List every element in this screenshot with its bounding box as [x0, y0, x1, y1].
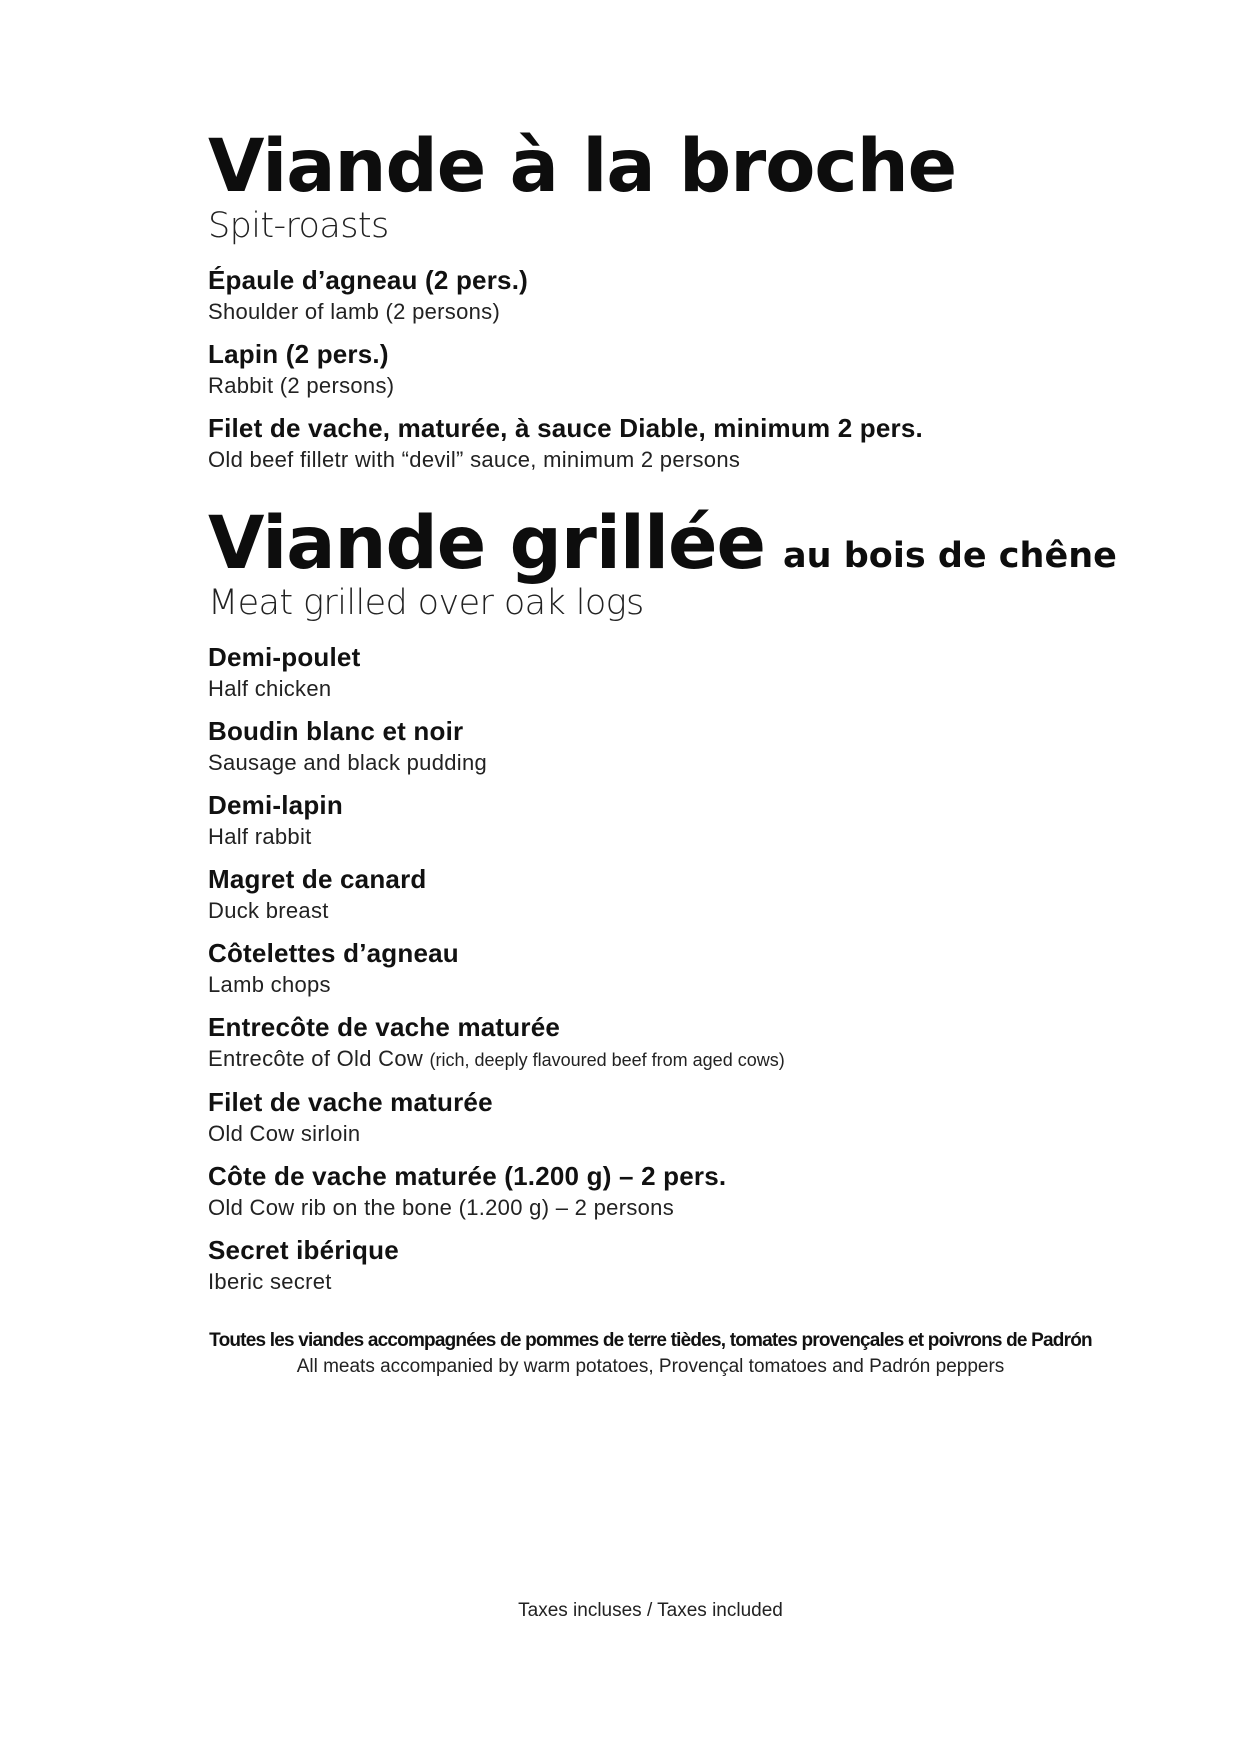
- section-spit-roasts: [208, 124, 1108, 485]
- menu-item: [208, 1159, 1108, 1222]
- section-title: [208, 124, 1108, 209]
- menu-item-note: (rich, deeply flavoured beef from aged cows): [429, 1049, 785, 1070]
- menu-item: [208, 936, 1108, 999]
- section-grilled-meat: [208, 501, 1117, 1307]
- menu-item-list: [208, 640, 1108, 1296]
- menu-item-name-en: Half chicken: [208, 675, 332, 701]
- menu-item-name-fr: Secret ibérique: [208, 1234, 399, 1265]
- menu-item-name-fr: Filet de vache maturée: [208, 1086, 493, 1117]
- accompaniment-text-fr: Toutes les viandes accompagnées de pommes de terre tièdes, tomates provençales et poivrons de Padrón: [209, 1330, 1092, 1351]
- accompaniment-note: [0, 1328, 1241, 1380]
- section-subtitle: Meat grilled over oak logs: [208, 583, 644, 623]
- menu-item: [208, 640, 1108, 703]
- accompaniment-text-en: All meats accompanied by warm potatoes, Provençal tomatoes and Padrón peppers: [296, 1356, 1005, 1377]
- menu-item-name-fr: Entrecôte de vache maturée: [208, 1011, 561, 1042]
- menu-item-list: [208, 263, 1108, 474]
- menu-item-name-fr: Boudin blanc et noir: [208, 715, 464, 746]
- menu-item: [208, 1085, 1108, 1148]
- menu-item-name-fr: Épaule d’agneau (2 pers.): [208, 264, 528, 295]
- menu-item-name-en: Old beef filletr with “devil” sauce, minimum 2 persons: [208, 446, 741, 472]
- menu-item-name-fr: Côte de vache maturée (1.200 g) – 2 pers.: [208, 1160, 727, 1191]
- taxes-note: Taxes incluses / Taxes included: [518, 1600, 783, 1621]
- menu-item-name-en: Half rabbit: [208, 823, 312, 849]
- menu-item-name-en: Old Cow sirloin: [208, 1120, 361, 1146]
- menu-item-name-en: Old Cow rib on the bone (1.200 g) – 2 persons: [208, 1194, 674, 1220]
- menu-item-name-en: Lamb chops: [208, 971, 331, 997]
- menu-item-name-fr: Filet de vache, maturée, à sauce Diable, minimum 2 pers.: [208, 412, 923, 443]
- menu-item-name-en: Rabbit (2 persons): [208, 372, 395, 398]
- menu-item-name-fr: Magret de canard: [208, 863, 427, 894]
- footer: [0, 1600, 1241, 1622]
- section-subtitle: Spit-roasts: [208, 206, 389, 246]
- menu-item-name-en: Duck breast: [208, 897, 329, 923]
- section-title-text: Viande à la broche: [208, 124, 957, 209]
- menu-item: [208, 1233, 1108, 1296]
- section-title: [208, 501, 1117, 586]
- menu-item: [208, 862, 1108, 925]
- menu-item-name-fr: Côtelettes d’agneau: [208, 937, 459, 968]
- menu-item-name-fr: Demi-poulet: [208, 641, 361, 672]
- menu-item-name-en: [208, 1045, 1108, 1074]
- menu-item: [208, 263, 1108, 326]
- menu-item: [208, 411, 1108, 474]
- menu-item-name-en: Shoulder of lamb (2 persons): [208, 298, 501, 324]
- menu-item-name-fr: Demi-lapin: [208, 789, 343, 820]
- menu-item-name-fr: Lapin (2 pers.): [208, 338, 389, 369]
- menu-item-name-en: Sausage and black pudding: [208, 749, 488, 775]
- menu-item: [208, 337, 1108, 400]
- section-title-text: Viande grillée: [208, 501, 765, 586]
- menu-item: [208, 1010, 1108, 1074]
- menu-item: [208, 788, 1108, 851]
- section-title-suffix: au bois de chêne: [783, 536, 1117, 577]
- menu-item-name-en-text: Entrecôte of Old Cow: [208, 1045, 424, 1071]
- menu-item: [208, 714, 1108, 777]
- menu-item-name-en: Iberic secret: [208, 1268, 332, 1294]
